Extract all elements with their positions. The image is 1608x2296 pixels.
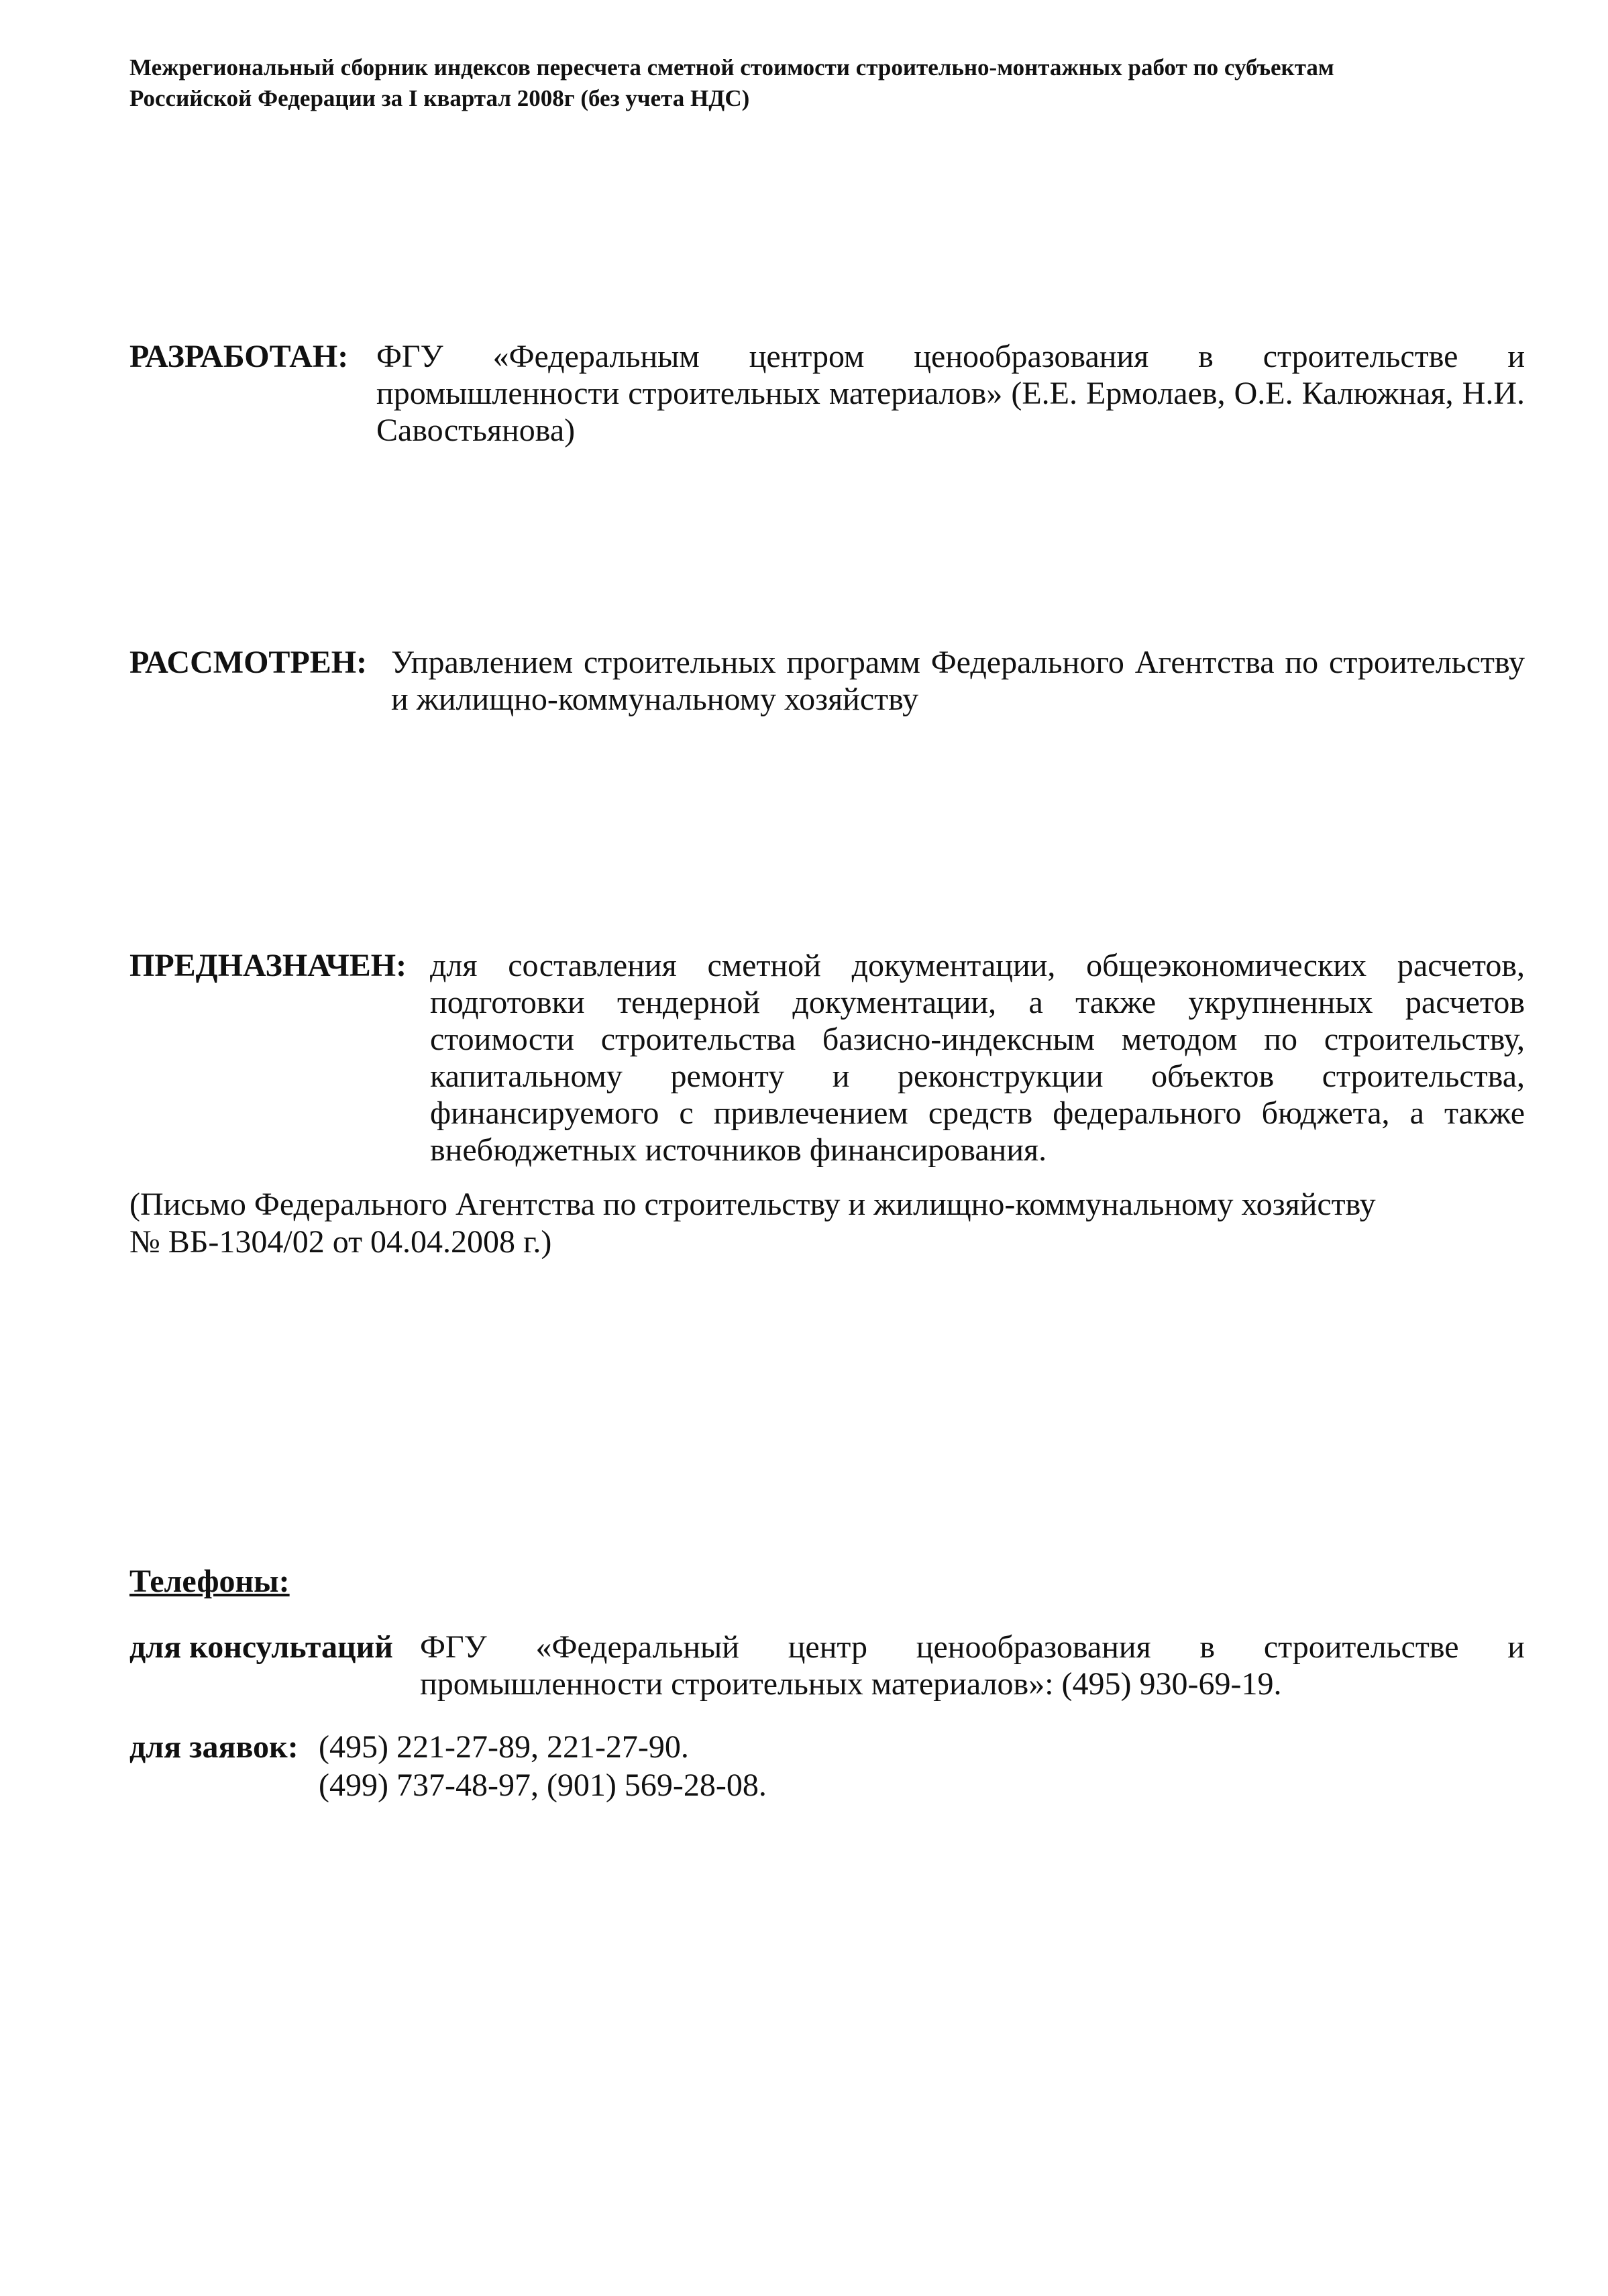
header-line-2: Российской Федерации за I квартал 2008г (без учета НДС) <box>129 85 750 111</box>
consult-block <box>129 1629 1525 1702</box>
orders-line-1: (495) 221-27-89, 221-27-90. <box>319 1729 689 1765</box>
document-header <box>129 52 1525 114</box>
letter-line-1: (Письмо Федерального Агентства по строительству и жилищно-коммунальному хозяйству <box>129 1187 1376 1222</box>
developed-text: ФГУ «Федеральным центром ценообразования в строительстве и промышленности строительных материалов» (Е.Е. Ермолаев, О.Е. Калюжная, Н.И. Савостьянова) <box>376 339 1525 448</box>
developed-label: РАЗРАБОТАН: <box>129 339 349 374</box>
consult-label: для консультаций <box>129 1629 393 1665</box>
orders-label: для заявок: <box>129 1729 299 1765</box>
intended-label: ПРЕДНАЗНАЧЕН: <box>129 948 407 983</box>
intended-section <box>129 947 1525 1168</box>
letter-line-2: № ВБ-1304/02 от 04.04.2008 г.) <box>129 1224 552 1260</box>
letter-reference <box>129 1186 1525 1261</box>
reviewed-text: Управлением строительных программ Федерального Агентства по строительству и жилищно-коммунальному хозяйству <box>391 645 1525 717</box>
reviewed-section <box>129 644 1525 718</box>
phones-title: Телефоны: <box>129 1564 290 1599</box>
developed-section <box>129 338 1525 449</box>
orders-block <box>129 1728 1525 1804</box>
header-line-1: Межрегиональный сборник индексов пересчета сметной стоимости строительно-монтажных работ по субъектам <box>129 54 1334 80</box>
orders-line-2: (499) 737-48-97, (901) 569-28-08. <box>319 1767 767 1803</box>
consult-text: ФГУ «Федеральный центр ценообразования в строительстве и промышленности строительных материалов»: (495) 930-69-19. <box>420 1629 1525 1702</box>
reviewed-label: РАССМОТРЕН: <box>129 645 368 680</box>
intended-text: для составления сметной документации, общеэкономических расчетов, подготовки тендерной документации, а также укрупненных расчетов стоимости строительства базисно-индексным методом по строительству, капитальному ремонту и реконструкции объектов строительства, финансируемого с привлечением средств федерального бюджета, а также внебюджетных источников финансирования. <box>430 948 1525 1168</box>
